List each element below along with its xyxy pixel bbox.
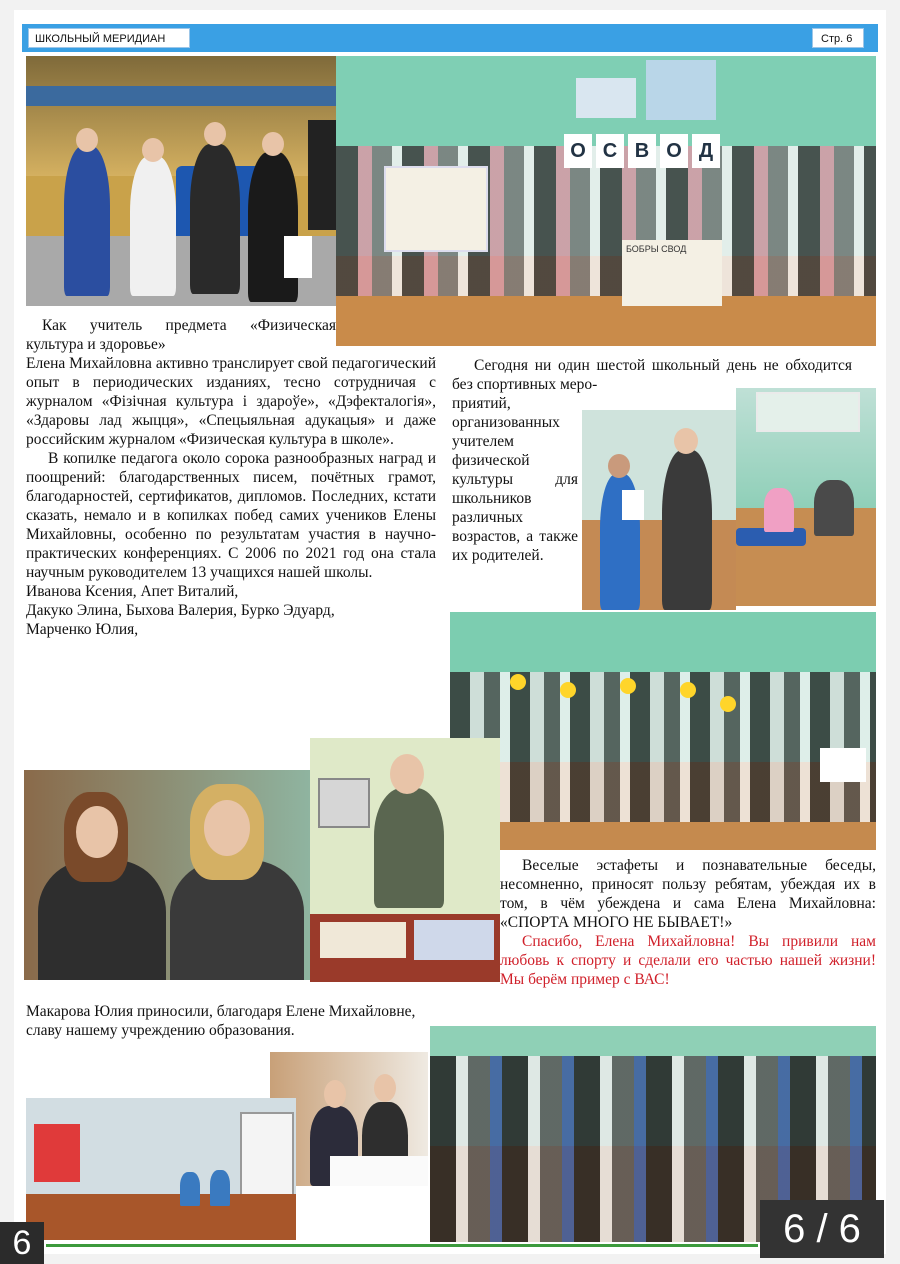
names-line1: Иванова Ксения, Апет Виталий,: [26, 583, 239, 600]
photo-gym-exercise: [736, 388, 876, 606]
article-left-column: [26, 316, 436, 639]
thanks-message: Спасибо, Елена Михайловна! Вы привили нам любовь к спорту и сделали его частью нашей жизни! Мы берём пример с ВАС!: [500, 933, 876, 988]
right2: Веселые эстафеты и познавательные беседы, несомненно, приносят пользу ребятам, убеждая их в том, в чём убеждена и сама Елена Михайловна: «СПОРТА МНОГО НЕ БЫВАЕТ!»: [500, 857, 876, 931]
para2: В копилке педагога около сорока разнообразных наград и поощрений: благодарственных писем, почётных грамот, благодарностей, сертификатов, дипломов. Последних, кстати сказать, немало и в копилках побед самих учеников Елены Михайловны, особенно по результатам участия в научно-практических конференциях. С 2006 по 2021 год она стала научным руководителем 13 учащихся нашей школы.: [26, 450, 436, 581]
right1-a: Сегодня ни один шестой школьный день не обходится без спортивных меро-: [452, 357, 852, 393]
osvod-letter-d: Д: [692, 134, 720, 168]
article-right-column-2: [500, 856, 876, 989]
para3: Макарова Юлия приносили, благодаря Елене Михайловне, славу нашему учреждению образования.: [26, 1003, 416, 1039]
osvod-letter-v: В: [628, 134, 656, 168]
photo-student-portrait: [24, 770, 310, 980]
photo-teacher-girl-gym: [582, 410, 736, 610]
poster-caption: БОБРЫ СВОД: [626, 244, 687, 254]
names-line2: Дакуко Элина, Быхова Валерия, Бурко Эдуард,: [26, 602, 335, 619]
photo-smiley-group: [450, 612, 876, 850]
para1-lead: Как учитель предмета «Физическая культура и здоровье»: [26, 317, 336, 353]
page-number-left: 6: [0, 1222, 44, 1264]
newspaper-title: ШКОЛЬНЫЙ МЕРИДИАН: [28, 28, 190, 48]
right1-b: приятий, организованных учителем физической культуры для школьников различных возрастов, а также их родителей.: [452, 395, 578, 564]
page-label: Стр. 6: [812, 28, 864, 48]
osvod-letter-o2: О: [660, 134, 688, 168]
footer-line: [46, 1244, 758, 1247]
para1-rest: Елена Михайловна активно транслирует свой педагогический опыт в периодических изданиях, тесно сотрудничая с журналом «Фізічная культура і здароўе», «Дэфекталогія», «Здаровы лад жыцця», «Спецыяльная адукацыя» и даже российским журналом «Физическая культура в школе».: [26, 355, 436, 448]
page-number-right: 6 / 6: [760, 1200, 884, 1258]
names-line3: Марченко Юлия,: [26, 621, 139, 638]
photo-boy-computer: [310, 738, 500, 982]
photo-gym-group-osvod: [336, 56, 876, 346]
osvod-letter-s: С: [596, 134, 624, 168]
osvod-letter-o1: О: [564, 134, 592, 168]
article-left-bottom: [26, 1002, 430, 1040]
photo-assembly-hall: [26, 1098, 296, 1240]
photo-stage-award: [26, 56, 336, 306]
article-right-column-1b: [452, 394, 578, 565]
